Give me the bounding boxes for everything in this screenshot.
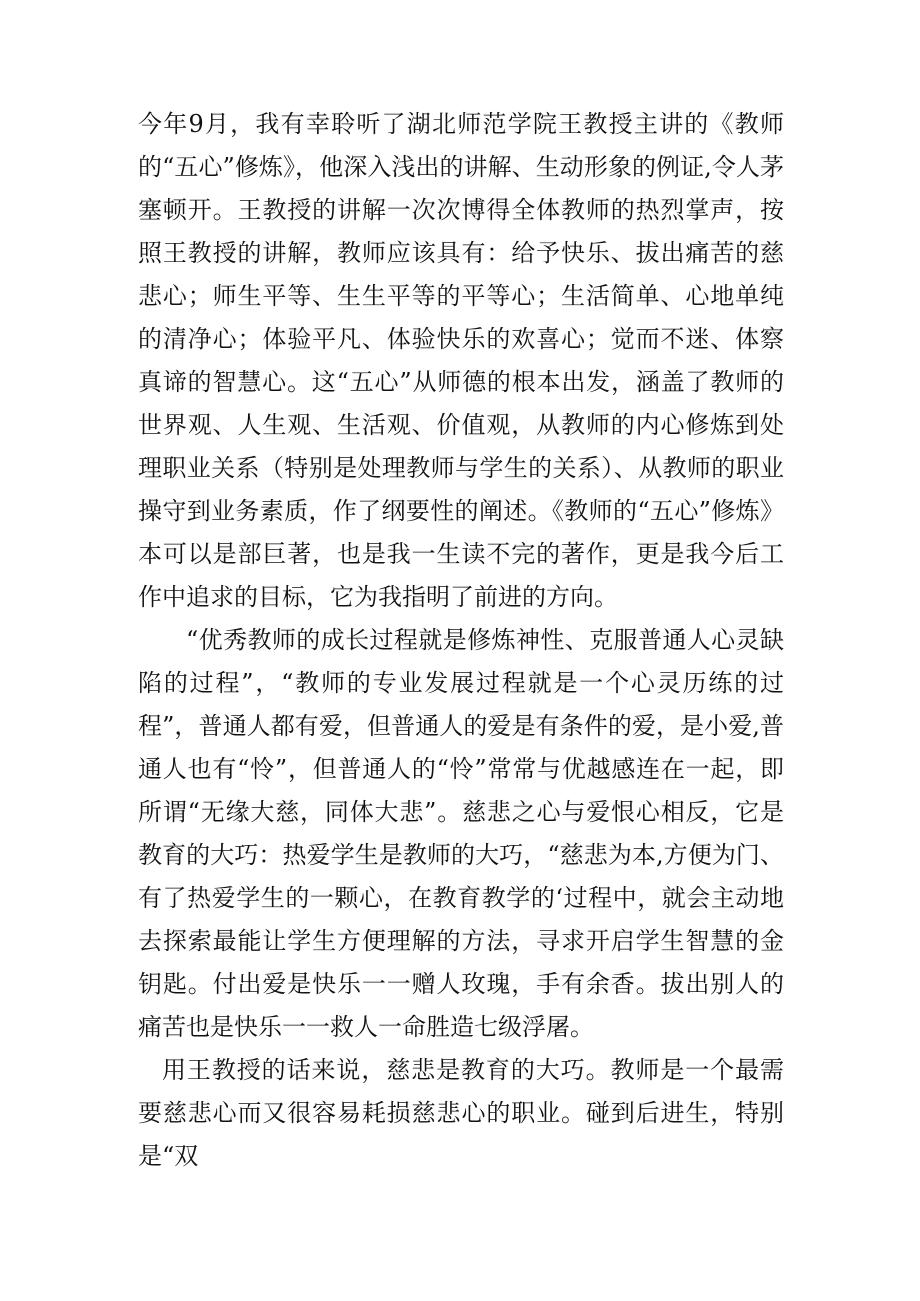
paragraph-1: 今年9月，我有幸聆听了湖北师范学院王教授主讲的《教师的“五心”修炼》，他深入浅出的讲解、生动形象的例证,令人茅塞顿开。王教授的讲解一次次博得全体教师的热烈掌声，按照王教授的讲解，教师应该具有：给予快乐、拔出痛苦的慈悲心；师生平等、生生平等的平等心；生活简单、心地单纯的清净心；体验平凡、体验快乐的欢喜心；觉而不迷、体察真谛的智慧心。这“五心”从师德的根本出发，涵盖了教师的世界观、人生观、生活观、价值观，从教师的内心修炼到处理职业关系（特别是处理教师与学生的关系）、从教师的职业操守到业务素质，作了纲要性的阐述。《教师的“五心”修炼》本可以是部巨著，也是我一生读不完的著作，更是我今后工作中追求的目标，它为我指明了前进的方向。: [138, 110, 784, 611]
paragraph-3: 用王教授的话来说，慈悲是教育的大巧。教师是一个最需要慈悲心而又很容易耗损慈悲心的职业。碰到后进生，特别是“双: [138, 1056, 784, 1170]
paragraph-2: “优秀教师的成长过程就是修炼神性、克服普通人心灵缺陷的过程”，“教师的专业发展过程就是一个心灵历练的过程”，普通人都有爱，但普通人的爱是有条件的爱，是小爱,普通人也有“怜”，但普通人的“怜”常常与优越感连在一起，即所谓“无缘大慈，同体大悲”。慈悲之心与爱恨心相反，它是教育的大巧：热爱学生是教师的大巧，“慈悲为本,方便为门、有了热爱学生的一颗心，在教育教学的‘过程中，就会主动地去探索最能让学生方便理解的方法，寻求开启学生智慧的金钥匙。付出爱是快乐一一赠人玫瑰，手有余香。拔出别人的痛苦也是快乐一一救人一命胜造七级浮屠。: [138, 626, 784, 1041]
article-body: [138, 103, 784, 1178]
